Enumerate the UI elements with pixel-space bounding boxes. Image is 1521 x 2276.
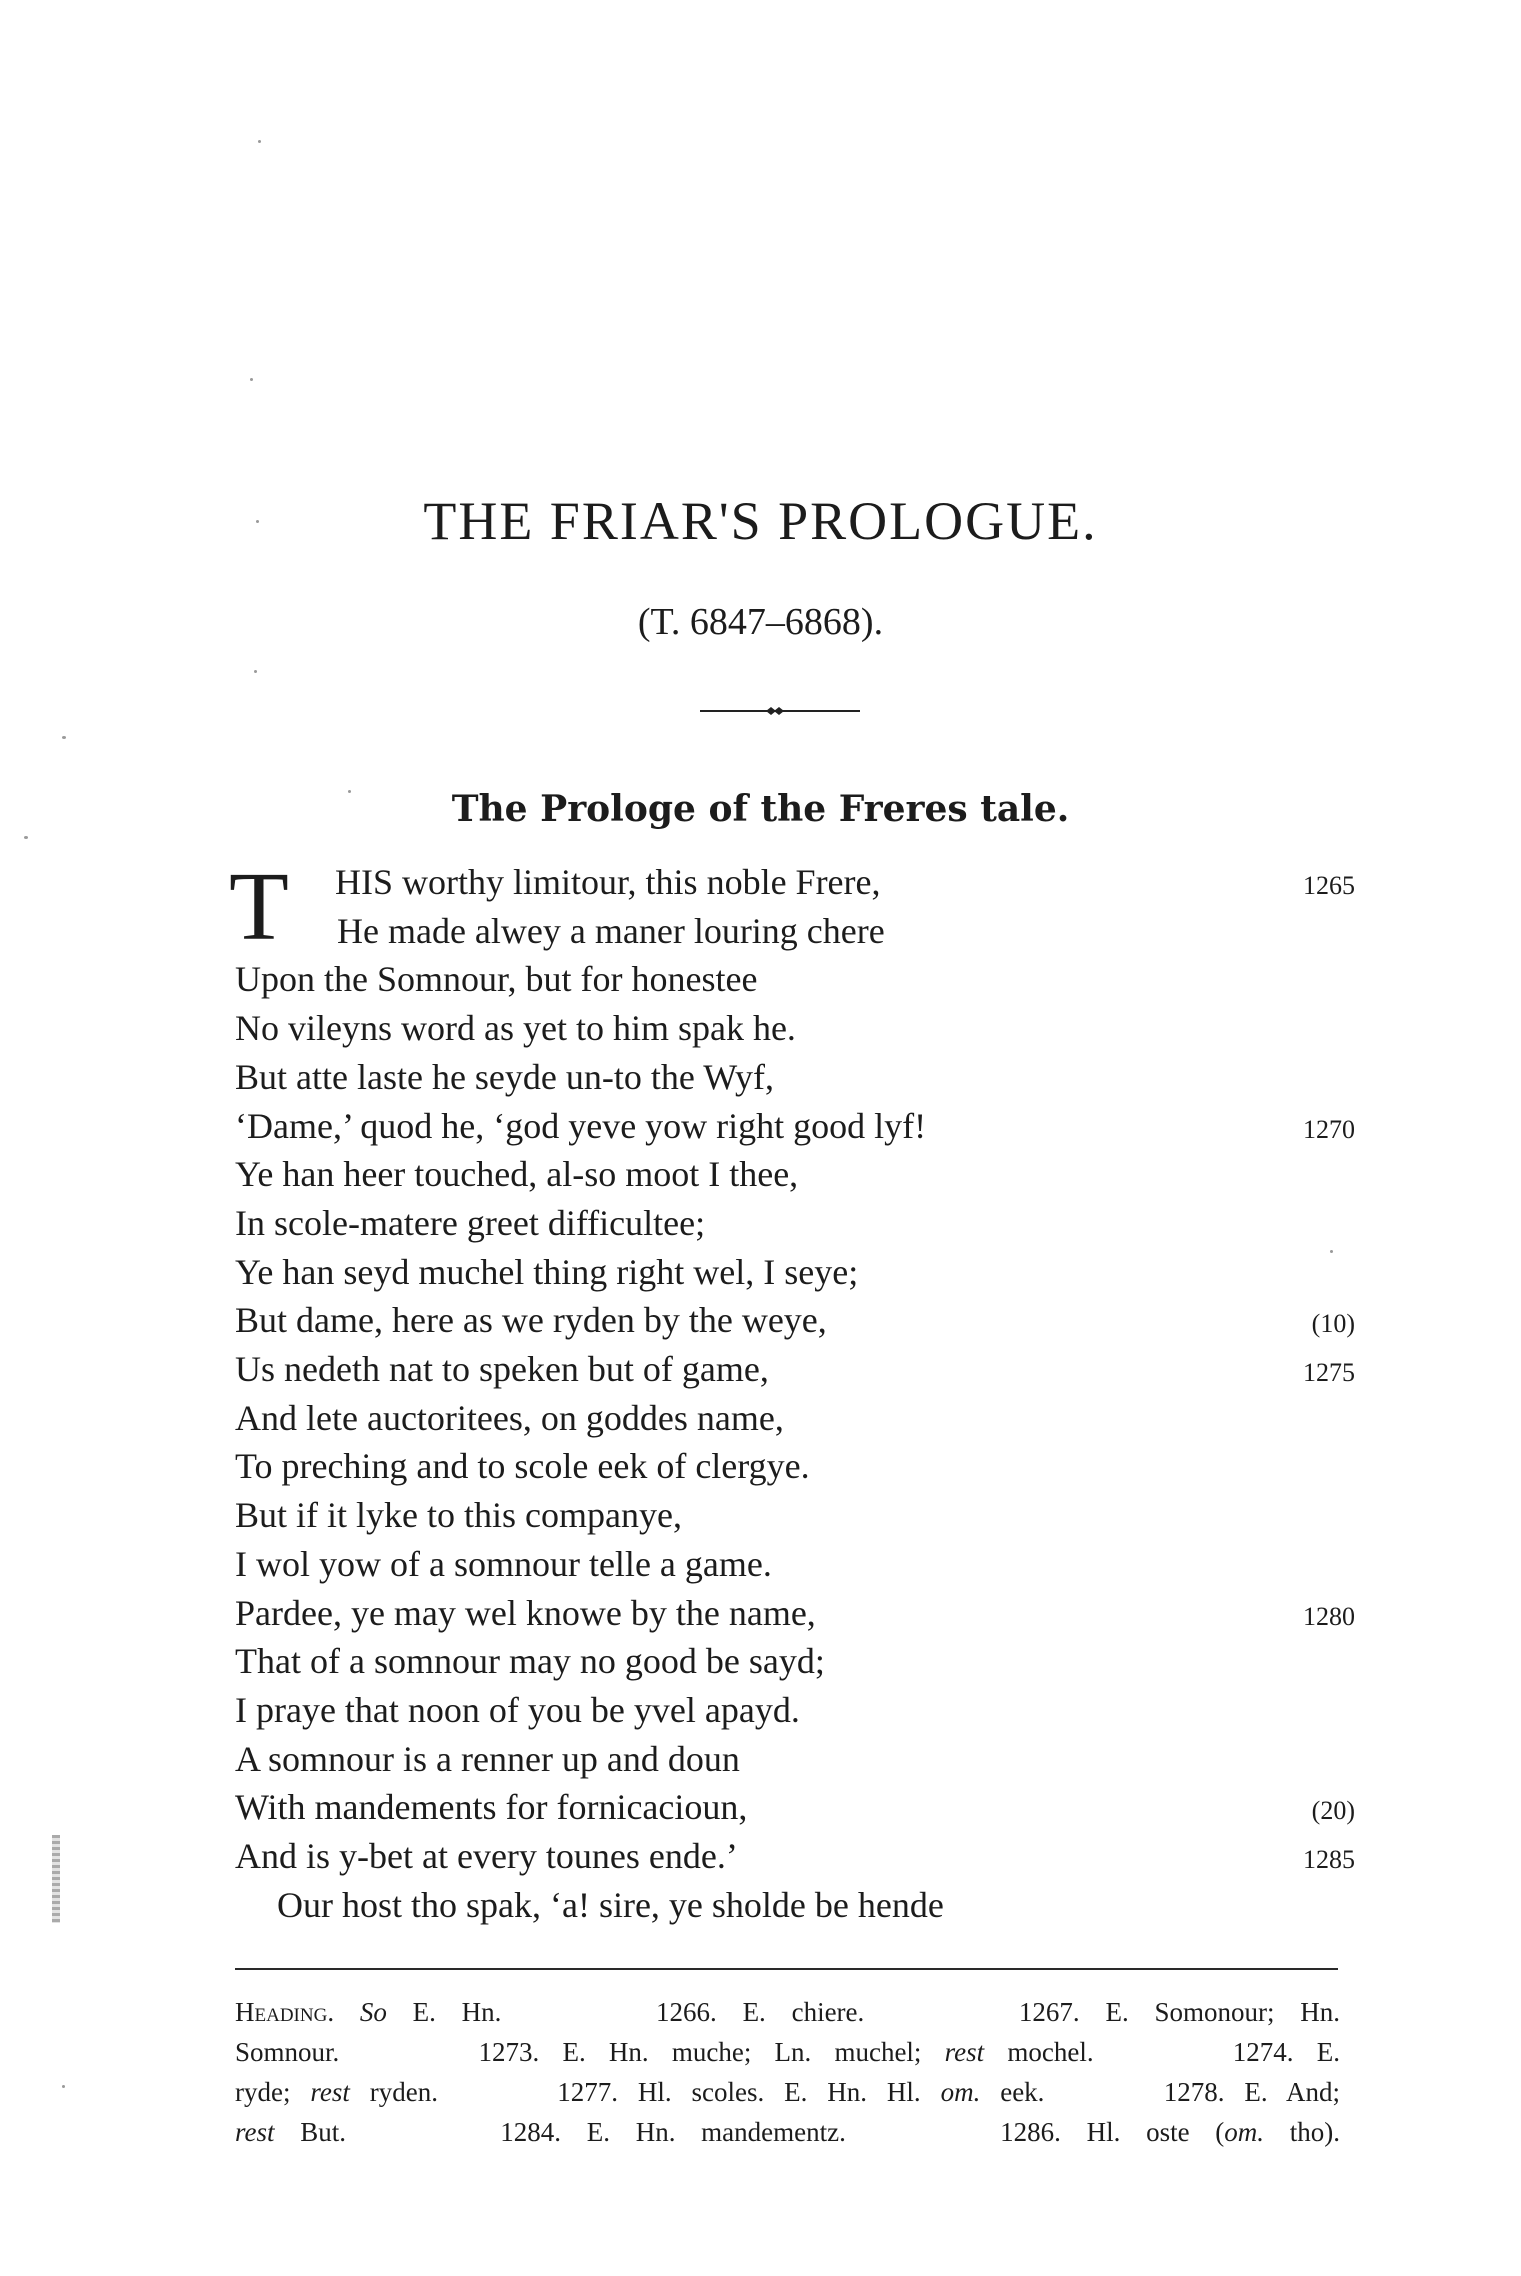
footnote-line [235, 2032, 1340, 2072]
line-number: 1285 [1303, 1845, 1355, 1874]
footnote-text: rest [235, 2117, 275, 2147]
speck [250, 378, 253, 381]
poem-line: I praye that noon of you be yvel apayd. [235, 1690, 800, 1730]
footnote-text: So [359, 1997, 387, 2027]
poem-line: HIS worthy limitour, this noble Frere, [335, 862, 881, 902]
page-title: THE FRIAR'S PROLOGUE. [423, 491, 1098, 551]
poem-line: But atte laste he seyde un-to the Wyf, [235, 1057, 775, 1097]
poem-line: That of a somnour may no good be sayd; [235, 1641, 825, 1681]
footnotes [235, 1992, 1340, 2152]
poem-line: A somnour is a renner up and doun [235, 1739, 740, 1779]
poem-line: I wol yow of a somnour telle a game. [235, 1544, 772, 1584]
footnote-text: Heading. [235, 1997, 335, 2027]
poem-line: Upon the Somnour, but for honestee [235, 959, 758, 999]
speck [348, 790, 351, 793]
poem-line: ‘Dame,’ quod he, ‘god yeve yow right good lyf! [235, 1106, 927, 1146]
ornament-divider [700, 706, 860, 716]
line-number: (20) [1311, 1796, 1355, 1825]
poem-line: In scole-matere greet difficultee; [235, 1203, 706, 1243]
line-number: (10) [1311, 1309, 1355, 1338]
drop-cap: T [229, 853, 289, 961]
speck [62, 736, 66, 739]
line-number: 1270 [1303, 1115, 1355, 1144]
poem-line: Pardee, ye may wel knowe by the name, [235, 1593, 816, 1633]
speck [258, 140, 261, 143]
footnote-text: om. [1224, 2117, 1265, 2147]
footnote-text: E. Hn. 1266. E. chiere. 1267. E. Somonour; Hn. [386, 1997, 1340, 2027]
poem-line: But if it lyke to this companye, [235, 1495, 682, 1535]
poem-line: To preching and to scole eek of clergye. [235, 1446, 810, 1486]
footnote-text [334, 1997, 360, 2027]
poem-line: Us nedeth nat to speken but of game, [235, 1349, 769, 1389]
line-number: 1265 [1303, 871, 1355, 900]
line-number: 1275 [1303, 1358, 1355, 1387]
poem-line: Ye han seyd muchel thing right wel, I seye; [235, 1252, 859, 1292]
poem-line: And is y-bet at every tounes ende.’ [235, 1836, 738, 1876]
footnote-text: Somnour. 1273. E. Hn. muche; Ln. muchel; [235, 2037, 945, 2067]
poem-line: With mandements for fornicacioun, [235, 1787, 748, 1827]
line-reference: (T. 6847–6868). [637, 601, 884, 643]
footnote-text: rest [310, 2077, 350, 2107]
footnote-text: mochel. 1274. E. [984, 2037, 1341, 2067]
footnote-text: eek. 1278. E. And; [980, 2077, 1341, 2107]
speck [24, 836, 28, 839]
footnote-rule [235, 1968, 1338, 1970]
poem-line: Ye han heer touched, al-so moot I thee, [235, 1154, 799, 1194]
footnote-text: But. 1284. E. Hn. mandementz. 1286. Hl. oste ( [274, 2117, 1225, 2147]
poem-line: And lete auctoritees, on goddes name, [235, 1398, 784, 1438]
speck [256, 520, 259, 523]
edge-mark [52, 1835, 60, 1923]
speck [62, 2085, 65, 2088]
poem-line: Our host tho spak, ‘a! sire, ye sholde be hende [277, 1885, 944, 1925]
speck [1330, 1250, 1333, 1253]
footnote-text: ryde; [235, 2077, 311, 2107]
poem-line: He made alwey a maner louring chere [337, 911, 885, 951]
footnote-line [235, 2072, 1340, 2112]
footnote-text: rest [944, 2037, 985, 2067]
footnote-text: tho). [1264, 2117, 1340, 2147]
line-number: 1280 [1303, 1602, 1355, 1631]
section-heading: The Prologe of the Freres tale. [451, 788, 1070, 830]
footnote-line [235, 1992, 1340, 2032]
poem-line: But dame, here as we ryden by the weye, [235, 1300, 827, 1340]
poem-line: No vileyns word as yet to him spak he. [235, 1008, 796, 1048]
footnote-text: ryden. 1277. Hl. scoles. E. Hn. Hl. [349, 2077, 941, 2107]
footnote-line [235, 2112, 1340, 2152]
footnote-text: om. [940, 2077, 981, 2107]
speck [254, 670, 257, 673]
